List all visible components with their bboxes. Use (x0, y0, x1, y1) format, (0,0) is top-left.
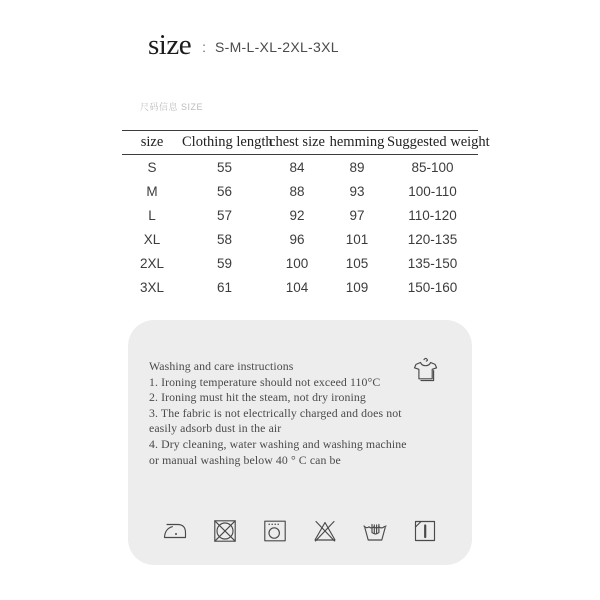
title-separator: : (202, 38, 206, 55)
cell-chest-size: 88 (289, 183, 305, 199)
care-line: easily adsorb dust in the air (149, 421, 282, 436)
col-header-chest-size: chest size (269, 134, 325, 150)
cell-hemming: 101 (345, 231, 369, 247)
table-row (122, 179, 478, 203)
cell-chest-size: 92 (289, 207, 305, 223)
cell-clothing-length: 55 (216, 159, 233, 175)
cell-hemming: 105 (345, 255, 369, 271)
machine-wash-icon (261, 517, 289, 545)
care-line: 1. Ironing temperature should not exceed 110°C (149, 374, 381, 389)
cell-size: S (147, 159, 157, 175)
cell-chest-size: 100 (285, 255, 309, 271)
cell-suggested-weight: 150-160 (407, 279, 458, 295)
cell-hemming: 93 (349, 183, 365, 199)
cell-hemming: 109 (345, 279, 369, 295)
cell-chest-size: 96 (289, 231, 305, 247)
page-title: size (148, 29, 192, 61)
care-instructions-text (149, 359, 407, 468)
care-instructions-box (128, 320, 472, 565)
hand-wash-icon (361, 517, 389, 545)
iron-icon (161, 517, 189, 545)
cell-clothing-length: 56 (216, 183, 233, 199)
cell-suggested-weight: 100-110 (408, 183, 457, 199)
cell-hemming: 89 (349, 159, 365, 175)
cell-chest-size: 84 (289, 159, 305, 175)
col-header-hemming: hemming (329, 134, 385, 150)
col-header-suggested-weight: Suggested weight (387, 134, 490, 150)
cell-suggested-weight: 85-100 (411, 159, 454, 175)
cell-clothing-length: 58 (216, 231, 233, 247)
care-line: Washing and care instructions (149, 359, 294, 373)
care-symbols-row (161, 517, 439, 545)
cell-clothing-length: 61 (216, 279, 233, 295)
size-info-label: 尺码信息 SIZE (140, 102, 204, 112)
cell-size: 2XL (139, 255, 165, 271)
col-header-clothing-length: Clothing length (182, 134, 273, 150)
care-line: 4. Dry cleaning, water washing and washing machine (149, 436, 407, 451)
cell-size: 3XL (139, 279, 165, 295)
col-header-size: size (140, 134, 164, 150)
table-row (122, 203, 478, 227)
cell-clothing-length: 57 (216, 207, 233, 223)
cell-suggested-weight: 110-120 (408, 207, 457, 223)
do-not-tumble-dry-icon (211, 517, 239, 545)
cell-size: XL (143, 231, 161, 247)
size-list: S-M-L-XL-2XL-3XL (214, 38, 339, 55)
table-row (122, 275, 478, 299)
do-not-bleach-icon (311, 517, 339, 545)
care-line: 2. Ironing must hit the steam, not dry ironing (149, 390, 366, 405)
cell-hemming: 97 (349, 207, 365, 223)
tshirt-icon (411, 356, 439, 384)
size-table (122, 130, 490, 299)
table-row (122, 155, 478, 180)
cell-size: L (148, 207, 156, 223)
cell-chest-size: 104 (285, 279, 309, 295)
cell-clothing-length: 59 (216, 255, 233, 271)
table-row (122, 227, 478, 251)
care-line: 3. The fabric is not electrically charged and does not (149, 405, 402, 420)
cell-suggested-weight: 120-135 (407, 231, 458, 247)
table-row (122, 251, 478, 275)
drip-dry-icon (411, 517, 439, 545)
cell-suggested-weight: 135-150 (407, 255, 458, 271)
cell-size: M (146, 183, 158, 199)
table-header-row (122, 131, 478, 155)
page-title-row (148, 28, 339, 62)
care-line: or manual washing below 40 ° C can be (149, 452, 341, 467)
